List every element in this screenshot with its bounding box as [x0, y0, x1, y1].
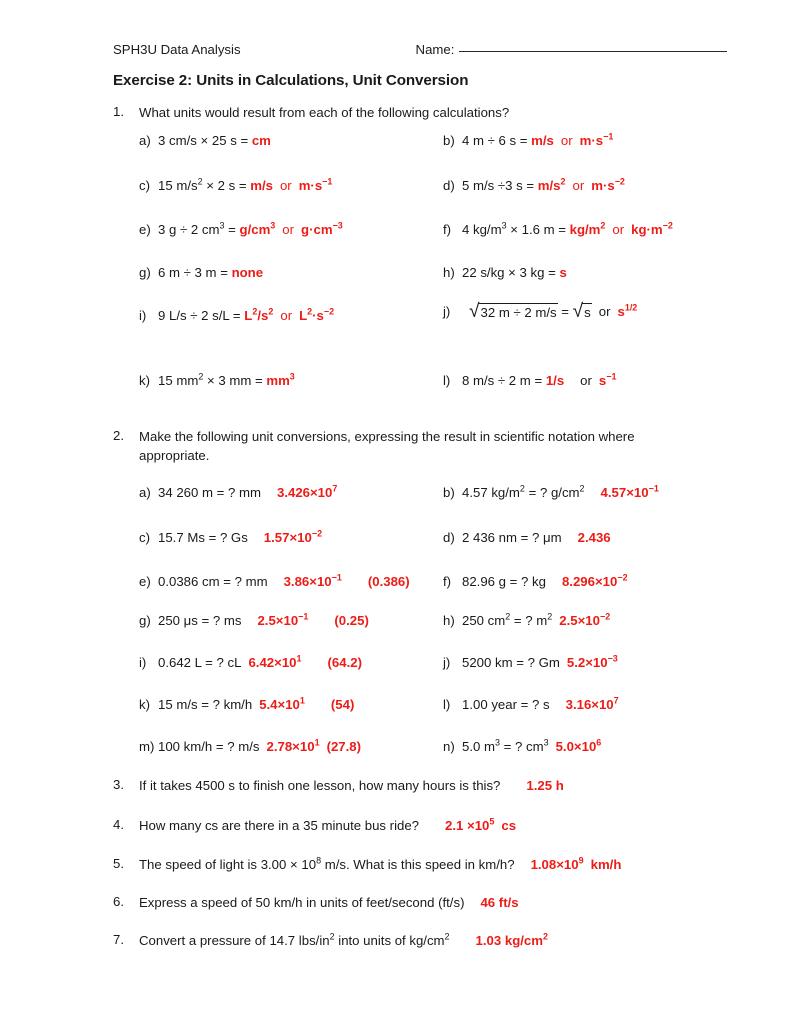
item-2f: [443, 574, 628, 589]
page-title: Exercise 2: Units in Calculations, Unit Conversion: [113, 72, 469, 89]
item-1i-expr: 9 L/s ÷ 2 s/L =: [158, 308, 245, 323]
item-1k-expr: 15 mm: [158, 373, 199, 388]
question-7-answer: 1.03 $kg/cm^2$: [475, 931, 548, 948]
item-1k-answer: $mm^3$: [266, 371, 295, 388]
item-1l-expr: 8 m/s ÷ 2 m =: [462, 373, 546, 388]
item-2i: [139, 655, 362, 670]
item-1d-body: [462, 178, 625, 193]
item-1f-answer-alt: $kg\cdot m^{-2}$: [631, 220, 673, 237]
item-2k-letter: k): [139, 697, 150, 712]
item-2h-body: 250 $cm^2$ = ? $m^2$ $2.5\times 10^{-2}$: [462, 611, 611, 628]
item-2m-letter: m): [139, 739, 155, 754]
question-1-text: What units would result from each of the following calculations?: [139, 105, 510, 120]
item-1i-or: or: [280, 308, 293, 323]
item-1a-answer: cm: [251, 133, 271, 148]
item-1h-body: [462, 265, 567, 280]
item-2i-letter: i): [139, 655, 147, 670]
item-2b-letter: b): [443, 485, 455, 500]
item-2e-body: [158, 574, 410, 589]
name-label: Name:: [415, 42, 455, 57]
item-1j-body: √ 32 m ÷ 2 m/s = √ s or $s^{1/2}$: [469, 301, 638, 322]
item-1a-body: [158, 133, 271, 148]
item-2c-letter: c): [139, 530, 150, 545]
question-3-number: 3.: [113, 777, 124, 792]
item-2j-body: [462, 655, 618, 670]
question-2: [113, 428, 708, 465]
item-1h-answer: s: [559, 265, 567, 280]
item-1l-letter: l): [443, 373, 451, 388]
item-2b-answer: $4.57\times 10^{-1}$: [600, 483, 659, 500]
question-5-number: 5.: [113, 856, 124, 871]
item-2k-expr: 15 m/s = ? km/h: [158, 697, 253, 712]
question-2-number: 2.: [113, 428, 124, 443]
question-4-text: How many cs are there in a 35 minute bus ride?: [139, 818, 420, 833]
item-2d-letter: d): [443, 530, 455, 545]
item-1f: [443, 222, 673, 237]
question-7-body: Convert a pressure of 14.7 lbs/$in^2$ into units of $kg/cm^2$ 1.03 $kg/cm^2$: [139, 931, 548, 948]
item-2a: [139, 485, 337, 500]
item-2f-answer: $8.296\times 10^{-2}$: [561, 572, 628, 589]
question-4-number: 4.: [113, 817, 124, 832]
question-7-number: 7.: [113, 932, 124, 947]
item-2e-answer-decimal: (0.386): [367, 574, 410, 589]
item-2a-letter: a): [139, 485, 151, 500]
item-2m-answer: $2.78\times 10^1$: [266, 737, 320, 754]
item-1g-body: [158, 265, 263, 280]
item-1j-answer-alt: $s^{1/2}$: [617, 302, 638, 319]
item-1b-or: or: [560, 133, 573, 148]
item-2g-expr: 250 μs = ? ms: [158, 613, 242, 628]
item-1i-answer-alt: $L^2\cdot s^{-2}$: [299, 306, 335, 323]
item-1e-body: 3 g ÷ 2 $cm^3 = g/cm^3$ or $g\cdot cm^{-3}$: [158, 220, 343, 237]
item-1f-letter: f): [443, 222, 452, 237]
question-3-text: If it takes 4500 s to finish one lesson, how many hours is this?: [139, 778, 501, 793]
item-1e: [139, 222, 343, 237]
item-1e-answer-alt: $g\cdot cm^{-3}$: [301, 220, 343, 237]
course-label: SPH3U Data Analysis: [113, 42, 241, 57]
item-2d-expr: 2 436 nm = ? μm: [462, 530, 562, 545]
item-2e-expr: 0.0386 cm = ? mm: [158, 574, 268, 589]
item-1k: [139, 373, 295, 388]
item-2n: [443, 739, 601, 754]
item-2f-body: [462, 574, 628, 589]
item-2g-body: [158, 613, 369, 628]
question-4-answer: $2.1 \times 10^5$ cs: [445, 816, 517, 833]
item-1g: [139, 265, 263, 280]
item-1b-body: [462, 133, 613, 148]
question-6-text: Express a speed of 50 km/h in units of feet/second (ft/s): [139, 895, 465, 910]
name-field-group: [416, 42, 728, 57]
item-1j-radicand: 32 m ÷ 2 m/s: [480, 305, 557, 320]
item-1f-answer: $kg/m^2$: [569, 220, 606, 237]
item-1i-letter: i): [139, 308, 147, 323]
question-3-answer: 1.25 h: [526, 778, 564, 793]
item-2m: [139, 739, 361, 754]
item-1a-expr: 3 cm/s × 25 s =: [158, 133, 252, 148]
item-2n-expr: 5.0 m: [462, 739, 495, 754]
item-2c-body: [158, 530, 322, 545]
item-2g-answer: $2.5\times 10^{-1}$: [257, 611, 309, 628]
item-2a-answer: $3.426\times 10^7$: [276, 483, 338, 500]
question-1-number: 1.: [113, 104, 124, 119]
item-2d-body: [462, 530, 611, 545]
question-5-answer: $1.08\times 10^9$ km/h: [530, 855, 622, 872]
item-1f-body: 4 $kg/m^3 \times 1.6$ $m = kg/m^2$ or $kg\cdot m^{-2}$: [462, 220, 673, 237]
item-2c-answer: $1.57\times 10^{-2}$: [263, 528, 323, 545]
item-2m-expr: 100 km/h = ? m/s: [158, 739, 260, 754]
item-1c-answer: m/s: [250, 178, 273, 193]
item-1d-answer: $m/s^2$: [537, 176, 566, 193]
item-2i-expr: 0.642 L = ? cL: [158, 655, 242, 670]
item-2j-expr: 5200 km = ? Gm: [462, 655, 560, 670]
item-1b-answer: m/s: [531, 133, 554, 148]
item-1c-answer-alt: $m\cdot s^{-1}$: [298, 176, 333, 193]
item-2b: [443, 485, 659, 500]
item-2m-body: [158, 739, 361, 754]
item-1c: [139, 178, 332, 193]
item-1k-letter: k): [139, 373, 150, 388]
item-2n-answer: $5.0\times 10^6$: [555, 737, 602, 754]
item-1g-answer: none: [231, 265, 264, 280]
item-1d-or: or: [572, 178, 585, 193]
item-2c: [139, 530, 322, 545]
item-1h: [443, 265, 567, 280]
item-1c-letter: c): [139, 178, 150, 193]
item-1l-or: or: [580, 373, 592, 388]
question-2-text: Make the following unit conversions, expressing the result in scientific notation where appropriate.: [139, 429, 635, 463]
item-2e: [139, 574, 410, 589]
item-2i-answer-decimal: (64.2): [327, 655, 362, 670]
item-2l: [443, 697, 619, 712]
item-1i-body: [158, 308, 334, 323]
item-2a-body: [158, 485, 337, 500]
item-2d-answer: 2.436: [577, 530, 611, 545]
item-1h-expr: 22 s/kg × 3 kg =: [462, 265, 560, 280]
item-1l-body: [462, 373, 616, 388]
item-1b: [443, 133, 613, 148]
item-1c-body: 15 $m/s^2 \times 2$ s = m/s or $m\cdot s^{-1}$: [158, 176, 333, 193]
question-5-text: The speed of light is 3.00 × 10: [139, 857, 317, 872]
item-2l-letter: l): [443, 697, 451, 712]
item-1l: [443, 373, 616, 388]
item-1e-or: or: [282, 222, 295, 237]
item-2g-answer-decimal: (0.25): [334, 613, 369, 628]
question-3: [113, 777, 753, 796]
question-7-text: Convert a pressure of 14.7 lbs/in: [139, 933, 330, 948]
item-2i-body: [158, 655, 362, 670]
question-6-body: [139, 894, 519, 913]
question-4-body: [139, 817, 516, 836]
item-1f-expr: 4 kg/m: [462, 222, 502, 237]
item-1f-or: or: [612, 222, 625, 237]
item-1j-or: or: [598, 304, 611, 319]
question-4: [113, 817, 753, 836]
item-1j-answer: s: [584, 305, 591, 320]
item-2k-answer: $5.4\times 10^1$: [259, 695, 305, 712]
item-1b-answer-alt: $m\cdot s^{-1}$: [579, 131, 614, 148]
item-2a-expr: 34 260 m = ? mm: [158, 485, 261, 500]
item-2e-letter: e): [139, 574, 151, 589]
item-1i: [139, 308, 334, 323]
item-1g-letter: g): [139, 265, 151, 280]
item-1b-expr: 4 m ÷ 6 s =: [462, 133, 532, 148]
item-2f-letter: f): [443, 574, 452, 589]
item-1d-letter: d): [443, 178, 455, 193]
item-1h-letter: h): [443, 265, 455, 280]
item-1g-expr: 6 m ÷ 3 m =: [158, 265, 232, 280]
item-2c-expr: 15.7 Ms = ? Gs: [158, 530, 248, 545]
question-1: [113, 104, 733, 123]
item-1c-or: or: [279, 178, 292, 193]
item-2j-letter: j): [443, 655, 451, 670]
item-1j: [443, 303, 637, 320]
item-2k: [139, 697, 354, 712]
item-2n-letter: n): [443, 739, 455, 754]
item-2j: [443, 655, 618, 670]
item-1l-answer-alt: $s^{-1}$: [598, 371, 617, 388]
item-1k-body: 15 $mm^2 \times 3$ mm = $mm^3$: [158, 371, 295, 388]
item-2f-expr: 82.96 g = ? kg: [462, 574, 546, 589]
question-3-body: [139, 777, 564, 796]
item-2h-letter: h): [443, 613, 455, 628]
question-7: [113, 932, 763, 951]
item-1b-letter: b): [443, 133, 455, 148]
item-2d: [443, 530, 611, 545]
item-1e-answer: $g/cm^3$: [239, 220, 276, 237]
item-2e-answer: $3.86\times 10^{-1}$: [283, 572, 342, 589]
item-2h-answer: $2.5\times 10^{-2}$: [559, 611, 611, 628]
item-1i-answer: $L^2/s^2$: [244, 306, 274, 323]
item-2k-answer-decimal: (54): [330, 697, 355, 712]
sqrt-radical-icon: √ 32 m ÷ 2 m/s: [469, 301, 557, 322]
item-2g: [139, 613, 369, 628]
question-6: [113, 894, 763, 913]
question-5-body: The speed of light is $3.00 \times 10^8$ m/s. What is this speed in km/h? $1.08\times 10^9$ km/h: [139, 855, 622, 872]
item-1l-answer: 1/s: [545, 373, 565, 388]
question-6-answer: 46 ft/s: [480, 895, 519, 910]
item-1a-letter: a): [139, 133, 151, 148]
item-2h-expr: 250 cm: [462, 613, 506, 628]
sqrt-answer-radical-icon: √ s: [572, 301, 591, 322]
item-1d: [443, 178, 625, 193]
item-2l-expr: 1.00 year = ? s: [462, 697, 550, 712]
item-2j-answer: $5.2\times 10^{-3}$: [566, 653, 618, 670]
item-2l-answer: $3.16\times 10^7$: [565, 695, 619, 712]
name-input-line[interactable]: [459, 51, 727, 52]
page-header: [113, 42, 713, 57]
item-2n-body: 5.0 $m^3$ = ? $cm^3$ $5.0\times 10^6$: [462, 737, 602, 754]
item-2b-expr: 4.57 kg/m: [462, 485, 520, 500]
item-2m-answer-decimal: (27.8): [326, 739, 362, 754]
item-2h: [443, 613, 610, 628]
item-2k-body: [158, 697, 354, 712]
item-2b-body: 4.57 $kg/m^2$ = ? $g/cm^2$ $4.57\times 10^{-1}$: [462, 483, 659, 500]
item-1c-expr: 15 m/s: [158, 178, 198, 193]
item-2i-answer: $6.42\times 10^1$: [248, 653, 302, 670]
item-1d-answer-alt: $m\cdot s^{-2}$: [591, 176, 625, 193]
item-1j-letter: j): [443, 304, 451, 319]
question-5: [113, 856, 763, 875]
item-1e-letter: e): [139, 222, 151, 237]
item-1e-expr: 3 g ÷ 2 cm: [158, 222, 220, 237]
question-6-number: 6.: [113, 894, 124, 909]
item-2l-body: [462, 697, 619, 712]
item-1a: [139, 133, 271, 148]
item-2g-letter: g): [139, 613, 151, 628]
item-1d-expr: 5 m/s ÷3 s =: [462, 178, 538, 193]
